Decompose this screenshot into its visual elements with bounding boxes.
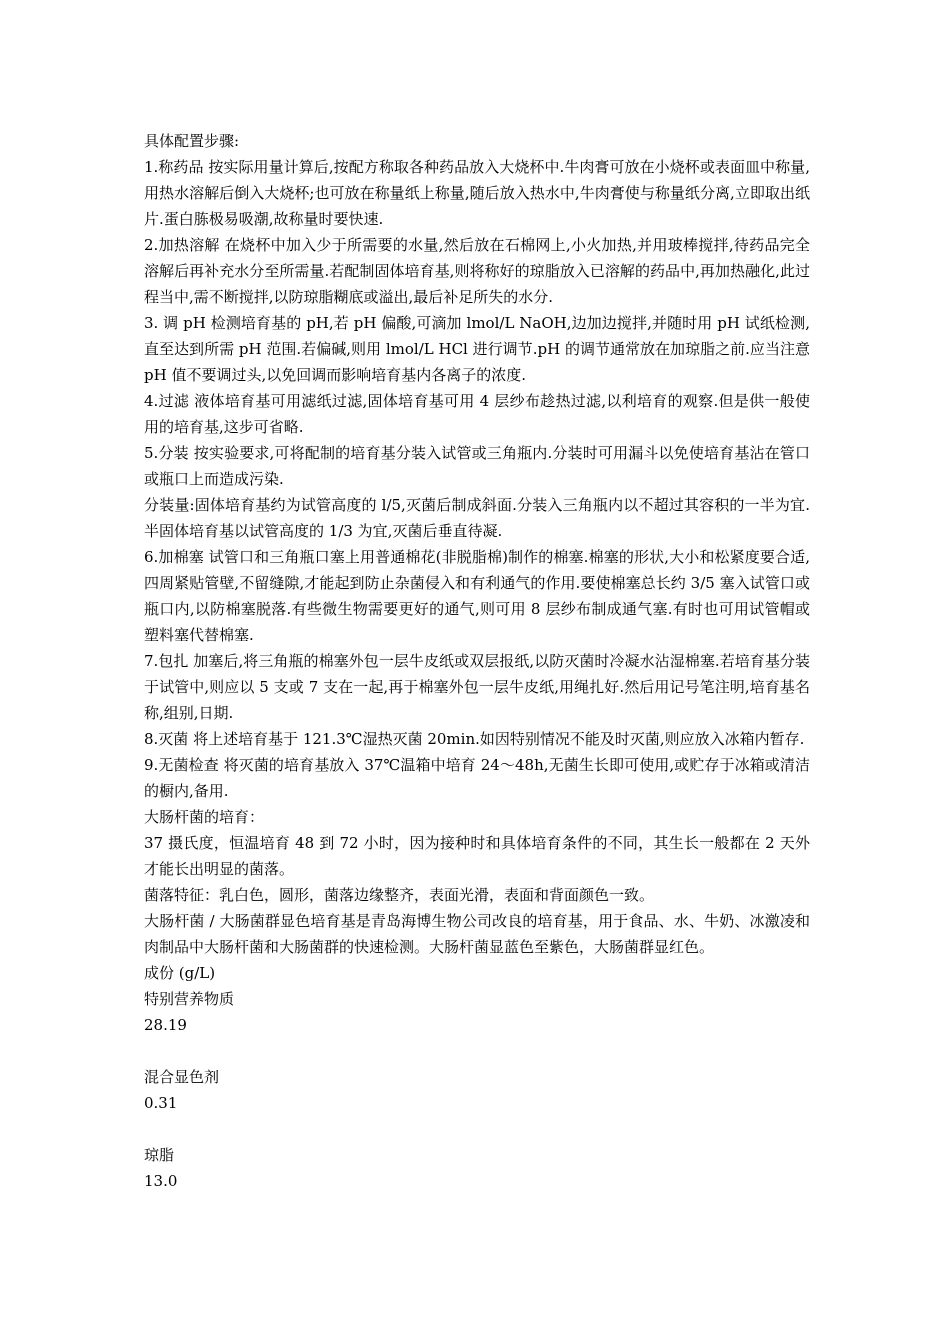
step-paragraph: 3. 调 pH 检测培育基的 pH,若 pH 偏酸,可滴加 lmol/L NaOH,边加边搅拌,并随时用 pH 试纸检测,直至达到所需 pH 范围.若偏碱,则用 lmol/L HCl 进行调节.pH 的调节通常放在加琼脂之前.应当注意 pH 值不要调过头,以免回调而影响培育基内各离子的浓度. bbox=[144, 314, 810, 384]
section-heading: 具体配置步骤: bbox=[144, 132, 240, 150]
blank-line bbox=[144, 1038, 810, 1064]
blank-line bbox=[144, 1116, 810, 1142]
ingredient-name: 特别营养物质 bbox=[144, 990, 235, 1008]
ingredient-value: 13.0 bbox=[144, 1172, 178, 1190]
step-paragraph: 8.灭菌 将上述培育基于 121.3℃湿热灭菌 20min.如因特别情况不能及时灭菌,则应放入冰箱内暂存. bbox=[144, 730, 805, 748]
colony-paragraph: 菌落特征：乳白色，圆形，菌落边缘整齐，表面光滑，表面和背面颜色一致。 bbox=[144, 886, 655, 904]
document-body bbox=[144, 128, 810, 1194]
ingredient-value: 28.19 bbox=[144, 1016, 187, 1034]
step-paragraph: 5.分装 按实验要求,可将配制的培育基分装入试管或三角瓶内.分装时可用漏斗以免使培育基沾在管口或瓶口上而造成污染. bbox=[144, 444, 810, 488]
medium-paragraph: 大肠杆菌 / 大肠菌群显色培育基是青岛海博生物公司改良的培育基，用于食品、水、牛奶、冰激凌和肉制品中大肠杆菌和大肠菌群的快速检测。大肠杆菌显蓝色至紫色，大肠菌群显红色。 bbox=[144, 912, 810, 956]
ingredient-value: 0.31 bbox=[144, 1094, 178, 1112]
step-paragraph: 7.包扎 加塞后,将三角瓶的棉塞外包一层牛皮纸或双层报纸,以防灭菌时冷凝水沾湿棉塞.若培育基分装于试管中,则应以 5 支或 7 支在一起,再于棉塞外包一层牛皮纸,用绳扎好.然后用记号笔注明,培育基名称,组别,日期. bbox=[144, 652, 810, 722]
composition-heading: 成份 (g/L) bbox=[144, 964, 216, 982]
step-paragraph: 6.加棉塞 试管口和三角瓶口塞上用普通棉花(非脱脂棉)制作的棉塞.棉塞的形状,大小和松紧度要合适,四周紧贴管壁,不留缝隙,才能起到防止杂菌侵入和有利通气的作用.要使棉塞总长约 3/5 塞入试管口或瓶口内,以防棉塞脱落.有些微生物需要更好的通气,则可用 8 层纱布制成通气塞.有时也可用试管帽或塑料塞代替棉塞. bbox=[144, 548, 810, 644]
ingredient-name: 混合显色剂 bbox=[144, 1068, 220, 1086]
step-paragraph: 1.称药品 按实际用量计算后,按配方称取各种药品放入大烧杯中.牛肉膏可放在小烧杯或表面皿中称量,用热水溶解后倒入大烧杯;也可放在称量纸上称量,随后放入热水中,牛肉膏使与称量纸分离,立即取出纸片.蛋白胨极易吸潮,故称量时要快速. bbox=[144, 158, 810, 228]
step-paragraph: 4.过滤 液体培育基可用滤纸过滤,固体培育基可用 4 层纱布趁热过滤,以利培育的观察.但是供一般使用的培育基,这步可省略. bbox=[144, 392, 810, 436]
culture-heading: 大肠杆菌的培育： bbox=[144, 808, 265, 826]
culture-paragraph: 37 摄氏度，恒温培育 48 到 72 小时，因为接种时和具体培育条件的不同，其生长一般都在 2 天外才能长出明显的菌落。 bbox=[144, 834, 810, 878]
step-paragraph: 2.加热溶解 在烧杯中加入少于所需要的水量,然后放在石棉网上,小火加热,并用玻棒搅拌,待药品完全溶解后再补充水分至所需量.若配制固体培育基,则将称好的琼脂放入已溶解的药品中,再加热融化,此过程当中,需不断搅拌,以防琼脂糊底或溢出,最后补足所失的水分. bbox=[144, 236, 810, 306]
ingredient-name: 琼脂 bbox=[144, 1146, 175, 1164]
step-paragraph: 分装量:固体培育基约为试管高度的 l/5,灭菌后制成斜面.分装入三角瓶内以不超过其容积的一半为宜.半固体培育基以试管高度的 1/3 为宜,灭菌后垂直待凝. bbox=[144, 496, 810, 540]
step-paragraph: 9.无菌检查 将灭菌的培育基放入 37℃温箱中培育 24～48h,无菌生长即可使用,或贮存于冰箱或清洁的橱内,备用. bbox=[144, 756, 810, 800]
